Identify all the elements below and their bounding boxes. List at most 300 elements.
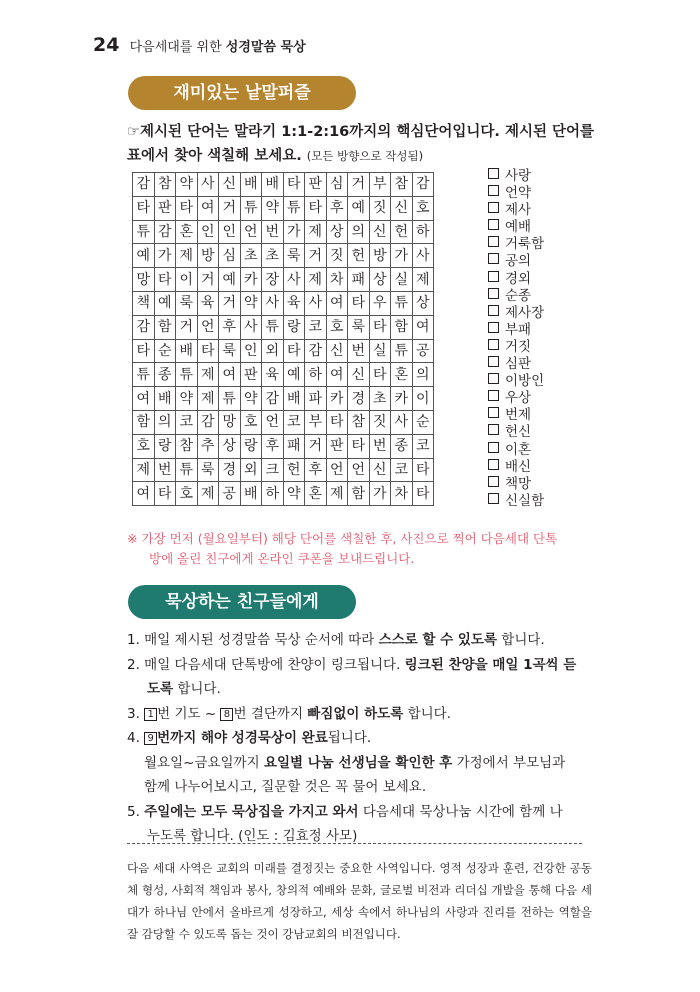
grid-cell[interactable]: 크	[262, 458, 284, 482]
grid-cell[interactable]: 이	[176, 268, 198, 292]
grid-cell[interactable]: 사	[283, 268, 305, 292]
grid-cell[interactable]: 룩	[283, 244, 305, 268]
grid-cell[interactable]: 판	[240, 363, 262, 387]
grid-cell[interactable]: 타	[348, 291, 370, 315]
checkbox-icon[interactable]	[488, 219, 499, 230]
grid-cell[interactable]: 외	[240, 458, 262, 482]
vision-statement: 다음 세대 사역은 교회의 미래를 결정짓는 중요한 사역입니다. 영적 성장과 훈련, 건강한 공동체 형성, 사회적 책임과 봉사, 창의적 예배와 문화, 글로벌 비전과 리더십 개발을 통해 다음 세대가 하나님 안에서 올바르게 성장하고, 세상 속에서 하나님의 사랑과 진리를 전하는 역할을 잘 감당할 수 있도록 돕는 것이 강남교회의 비전입니다.	[127, 861, 592, 941]
grid-cell[interactable]: 룩	[176, 291, 198, 315]
grid-cell[interactable]: 타	[412, 458, 434, 482]
grid-cell[interactable]: 랑	[154, 434, 176, 458]
grid-cell[interactable]: 호	[240, 410, 262, 434]
grid-cell[interactable]: 혼	[305, 482, 327, 506]
grid-cell[interactable]: 여	[133, 482, 155, 506]
grid-cell[interactable]: 타	[283, 173, 305, 197]
grid-cell[interactable]: 함	[348, 482, 370, 506]
step-2-cont	[127, 677, 607, 702]
checkbox-icon[interactable]	[488, 390, 499, 401]
grid-cell[interactable]: 초	[240, 244, 262, 268]
grid-cell[interactable]: 언	[197, 315, 219, 339]
word-item	[488, 271, 544, 288]
grid-cell[interactable]: 짓	[326, 244, 348, 268]
instruction-note: (모든 방향으로 작성됨)	[306, 149, 424, 163]
step-5-cont	[127, 824, 607, 849]
grid-cell[interactable]: 인	[240, 339, 262, 363]
step-text: 2. 매일 다음세대 단톡방에 찬양이 링크됩니다.	[127, 656, 405, 673]
grid-cell[interactable]: 예	[219, 268, 241, 292]
grid-cell[interactable]: 예	[154, 291, 176, 315]
word-label: 신실함	[505, 492, 545, 509]
word-item	[488, 339, 544, 356]
grid-cell[interactable]: 가	[283, 220, 305, 244]
grid-cell[interactable]: 후	[305, 458, 327, 482]
grid-cell[interactable]: 타	[176, 196, 198, 220]
grid-cell[interactable]: 감	[133, 173, 155, 197]
grid-cell[interactable]: 제	[412, 268, 434, 292]
grid-cell[interactable]: 제	[197, 363, 219, 387]
grid-cell[interactable]: 심	[326, 173, 348, 197]
word-item	[488, 356, 544, 373]
grid-cell[interactable]: 참	[154, 173, 176, 197]
grid-cell[interactable]: 언	[262, 410, 284, 434]
grid-cell[interactable]: 제	[326, 482, 348, 506]
puzzle-instructions	[127, 120, 617, 168]
step-text: 1. 매일 제시된 성경말씀 묵상 순서에 따라	[127, 632, 379, 648]
meditation-steps	[127, 628, 607, 849]
grid-cell[interactable]: 배	[240, 173, 262, 197]
grid-cell[interactable]: 외	[262, 339, 284, 363]
grid-cell[interactable]: 감	[412, 173, 434, 197]
grid-cell[interactable]: 추	[197, 434, 219, 458]
grid-cell[interactable]: 판	[154, 196, 176, 220]
word-label: 이혼	[505, 441, 532, 458]
grid-cell[interactable]: 번	[348, 339, 370, 363]
grid-cell[interactable]: 공	[219, 482, 241, 506]
grid-cell[interactable]: 튜	[240, 196, 262, 220]
grid-cell[interactable]: 여	[133, 387, 155, 411]
word-item	[488, 236, 544, 253]
boxed-number-1: 1	[144, 708, 157, 721]
grid-cell[interactable]: 가	[369, 482, 391, 506]
grid-cell[interactable]: 여	[412, 315, 434, 339]
grid-cell[interactable]: 타	[133, 196, 155, 220]
grid-row	[133, 315, 434, 339]
grid-cell[interactable]: 사	[240, 315, 262, 339]
word-item	[488, 305, 544, 322]
step-2	[127, 653, 607, 678]
checkbox-icon[interactable]	[488, 271, 499, 282]
grid-cell[interactable]: 배	[262, 173, 284, 197]
word-item	[488, 253, 544, 270]
grid-cell[interactable]: 신	[326, 339, 348, 363]
grid-cell[interactable]: 랑	[283, 315, 305, 339]
checkbox-icon[interactable]	[488, 339, 499, 350]
grid-cell[interactable]: 우	[369, 291, 391, 315]
grid-cell[interactable]: 초	[369, 387, 391, 411]
grid-cell[interactable]: 의	[154, 410, 176, 434]
grid-cell[interactable]: 인	[197, 220, 219, 244]
grid-cell[interactable]: 참	[348, 410, 370, 434]
grid-cell[interactable]: 타	[154, 268, 176, 292]
word-label: 예배	[505, 219, 532, 236]
step-text: 월요일~금요일까지	[144, 754, 264, 771]
grid-cell[interactable]: 망	[219, 410, 241, 434]
grid-cell[interactable]: 가	[391, 244, 413, 268]
grid-cell[interactable]: 호	[133, 434, 155, 458]
step-text: 누도록 합니다. (인도 : 김효정 사모)	[147, 828, 358, 844]
grid-cell[interactable]: 호	[412, 196, 434, 220]
step-text: 번 기도 ~	[157, 705, 221, 722]
grid-cell[interactable]: 상	[412, 291, 434, 315]
grid-cell[interactable]: 후	[262, 434, 284, 458]
checkbox-icon[interactable]	[488, 442, 499, 453]
step-emphasis: 스스로 할 수 있도록	[378, 632, 498, 648]
grid-row	[133, 291, 434, 315]
grid-cell[interactable]: 언	[326, 458, 348, 482]
page-number: 24	[93, 34, 120, 56]
step-4-detail	[127, 751, 607, 776]
grid-cell[interactable]: 헌	[348, 244, 370, 268]
grid-cell[interactable]: 부	[305, 410, 327, 434]
grid-cell[interactable]: 약	[240, 291, 262, 315]
grid-cell[interactable]: 하	[305, 363, 327, 387]
grid-cell[interactable]: 감	[154, 220, 176, 244]
grid-cell[interactable]: 호	[326, 315, 348, 339]
grid-cell[interactable]: 상	[219, 434, 241, 458]
grid-cell[interactable]: 튜	[391, 339, 413, 363]
grid-cell[interactable]: 여	[219, 363, 241, 387]
grid-cell[interactable]: 타	[154, 482, 176, 506]
grid-row	[133, 410, 434, 434]
word-item	[488, 185, 544, 202]
grid-cell[interactable]: 망	[133, 268, 155, 292]
word-label: 배신	[505, 458, 532, 475]
meditation-banner: 묵상하는 친구들에게	[128, 585, 356, 619]
grid-cell[interactable]: 거	[219, 291, 241, 315]
grid-cell[interactable]: 인	[219, 220, 241, 244]
step-text: 가정에서 부모님과	[452, 754, 566, 771]
grid-cell[interactable]: 약	[240, 387, 262, 411]
grid-cell[interactable]: 카	[391, 387, 413, 411]
word-label: 사랑	[505, 168, 532, 184]
grid-cell[interactable]: 배	[176, 339, 198, 363]
grid-cell[interactable]: 함	[133, 410, 155, 434]
checkbox-icon[interactable]	[488, 168, 499, 179]
grid-cell[interactable]: 제	[305, 268, 327, 292]
grid-cell[interactable]: 튜	[176, 363, 198, 387]
grid-cell[interactable]: 제	[197, 387, 219, 411]
grid-cell[interactable]: 번	[262, 220, 284, 244]
grid-cell[interactable]: 육	[197, 291, 219, 315]
grid-cell[interactable]: 타	[197, 339, 219, 363]
grid-cell[interactable]: 튜	[133, 363, 155, 387]
word-item	[488, 493, 544, 510]
grid-row	[133, 387, 434, 411]
grid-cell[interactable]: 배	[283, 387, 305, 411]
grid-cell[interactable]: 책	[133, 291, 155, 315]
step-text: 합니다.	[403, 705, 451, 722]
grid-cell[interactable]: 여	[197, 196, 219, 220]
grid-cell[interactable]: 타	[326, 410, 348, 434]
grid-cell[interactable]: 사	[197, 173, 219, 197]
grid-cell[interactable]: 룩	[197, 458, 219, 482]
checkbox-icon[interactable]	[488, 356, 499, 367]
grid-cell[interactable]: 경	[348, 387, 370, 411]
grid-cell[interactable]: 육	[262, 363, 284, 387]
grid-cell[interactable]: 하	[412, 220, 434, 244]
notice-line-2: 방에 올린 친구에게 온라인 쿠폰을 보내드립니다.	[149, 551, 415, 566]
grid-cell[interactable]: 후	[219, 315, 241, 339]
grid-cell[interactable]: 이	[412, 387, 434, 411]
grid-cell[interactable]: 초	[262, 244, 284, 268]
grid-cell[interactable]: 헌	[391, 220, 413, 244]
grid-cell[interactable]: 코	[305, 315, 327, 339]
grid-cell[interactable]: 하	[262, 482, 284, 506]
grid-cell[interactable]: 신	[391, 196, 413, 220]
grid-cell[interactable]: 함	[154, 315, 176, 339]
grid-cell[interactable]: 타	[133, 339, 155, 363]
word-label: 공의	[505, 253, 532, 270]
grid-cell[interactable]: 코	[391, 458, 413, 482]
checkbox-icon[interactable]	[488, 288, 499, 299]
grid-cell[interactable]: 감	[262, 387, 284, 411]
grid-cell[interactable]: 제	[176, 244, 198, 268]
grid-cell[interactable]: 방	[369, 244, 391, 268]
header-title: 성경말씀 묵상	[225, 40, 306, 55]
grid-cell[interactable]: 카	[326, 387, 348, 411]
step-text: 합니다.	[173, 681, 221, 697]
word-item	[488, 459, 544, 476]
step-emphasis: 주일에는 모두 묵상집을 가지고 와서	[144, 803, 359, 820]
grid-cell[interactable]: 예	[283, 363, 305, 387]
grid-cell[interactable]: 의	[412, 363, 434, 387]
grid-row	[133, 458, 434, 482]
grid-cell[interactable]: 예	[348, 196, 370, 220]
grid-cell[interactable]: 패	[283, 434, 305, 458]
grid-cell[interactable]: 상	[369, 268, 391, 292]
grid-cell[interactable]: 실	[391, 268, 413, 292]
step-text: 5.	[127, 803, 145, 820]
grid-cell[interactable]: 여	[326, 363, 348, 387]
grid-cell[interactable]: 거	[305, 434, 327, 458]
coupon-notice	[127, 529, 607, 569]
step-3	[127, 702, 607, 727]
grid-cell[interactable]: 사	[305, 291, 327, 315]
grid-cell[interactable]: 차	[326, 268, 348, 292]
grid-cell[interactable]: 예	[133, 244, 155, 268]
grid-cell[interactable]: 타	[412, 482, 434, 506]
grid-cell[interactable]: 타	[348, 434, 370, 458]
checkbox-icon[interactable]	[488, 305, 499, 316]
grid-cell[interactable]: 제	[305, 220, 327, 244]
word-label: 책망	[505, 475, 532, 492]
grid-cell[interactable]: 랑	[240, 434, 262, 458]
word-label: 우상	[505, 390, 532, 407]
grid-cell[interactable]: 타	[283, 339, 305, 363]
word-item	[488, 390, 544, 407]
word-label: 제사	[505, 202, 532, 219]
grid-cell[interactable]: 차	[391, 482, 413, 506]
grid-cell[interactable]: 카	[240, 268, 262, 292]
grid-row	[133, 173, 434, 197]
checkbox-icon[interactable]	[488, 493, 499, 504]
grid-cell[interactable]: 장	[262, 268, 284, 292]
step-text: 4.	[127, 730, 145, 746]
grid-cell[interactable]: 타	[369, 363, 391, 387]
word-item	[488, 168, 544, 185]
grid-cell[interactable]: 튜	[133, 220, 155, 244]
grid-cell[interactable]: 순	[412, 410, 434, 434]
grid-cell[interactable]: 신	[219, 173, 241, 197]
grid-cell[interactable]: 번	[154, 458, 176, 482]
grid-cell[interactable]: 함	[391, 315, 413, 339]
grid-cell[interactable]: 튜	[176, 458, 198, 482]
grid-cell[interactable]: 신	[348, 363, 370, 387]
grid-cell[interactable]: 코	[412, 434, 434, 458]
checkbox-icon[interactable]	[488, 202, 499, 213]
grid-cell[interactable]: 약	[283, 482, 305, 506]
grid-cell[interactable]: 종	[391, 434, 413, 458]
step-1	[127, 628, 607, 653]
word-checklist	[488, 168, 544, 510]
checkbox-icon[interactable]	[488, 185, 499, 196]
checkbox-icon[interactable]	[488, 407, 499, 418]
grid-cell[interactable]: 신	[369, 458, 391, 482]
word-label: 번제	[505, 407, 532, 424]
grid-cell[interactable]: 호	[176, 482, 198, 506]
grid-cell[interactable]: 거	[176, 315, 198, 339]
word-search-grid	[132, 172, 434, 506]
grid-cell[interactable]: 판	[305, 173, 327, 197]
grid-cell[interactable]: 튜	[283, 196, 305, 220]
grid-row	[133, 434, 434, 458]
grid-cell[interactable]: 튜	[262, 315, 284, 339]
grid-cell[interactable]: 상	[326, 220, 348, 244]
checkbox-icon[interactable]	[488, 322, 499, 333]
boxed-number-9: 9	[144, 732, 157, 745]
grid-cell[interactable]: 신	[369, 220, 391, 244]
grid-cell[interactable]: 감	[133, 315, 155, 339]
grid-cell[interactable]: 약	[176, 387, 198, 411]
grid-cell[interactable]: 거	[305, 244, 327, 268]
step-5	[127, 800, 607, 825]
grid-cell[interactable]: 참	[391, 173, 413, 197]
grid-cell[interactable]: 육	[283, 291, 305, 315]
grid-cell[interactable]: 거	[348, 173, 370, 197]
grid-cell[interactable]: 방	[197, 244, 219, 268]
grid-cell[interactable]: 튜	[391, 291, 413, 315]
grid-cell[interactable]: 타	[305, 196, 327, 220]
grid-cell[interactable]: 거	[219, 196, 241, 220]
word-label: 이방인	[505, 373, 545, 390]
step-4	[127, 726, 607, 751]
step-emphasis: 링크된 찬양을 매일 1곡씩 듣	[404, 656, 577, 673]
grid-cell[interactable]: 참	[176, 434, 198, 458]
grid-cell[interactable]: 부	[369, 173, 391, 197]
grid-cell[interactable]: 짓	[369, 410, 391, 434]
grid-cell[interactable]: 코	[176, 410, 198, 434]
grid-row	[133, 339, 434, 363]
grid-cell[interactable]: 여	[326, 291, 348, 315]
grid-cell[interactable]: 짓	[369, 196, 391, 220]
grid-cell[interactable]: 언	[348, 458, 370, 482]
step-emphasis: 빠짐없이 하도록	[307, 705, 404, 722]
grid-cell[interactable]: 룩	[219, 339, 241, 363]
grid-cell[interactable]: 약	[262, 196, 284, 220]
grid-cell[interactable]: 심	[219, 244, 241, 268]
grid-cell[interactable]: 사	[391, 410, 413, 434]
step-text: 함께 나누어보시고, 질문할 것은 꼭 물어 보세요.	[144, 779, 427, 795]
grid-cell[interactable]: 판	[326, 434, 348, 458]
grid-cell[interactable]: 혼	[391, 363, 413, 387]
checkbox-icon[interactable]	[488, 459, 499, 470]
word-label: 부패	[505, 321, 532, 338]
checkbox-icon[interactable]	[488, 253, 499, 264]
grid-cell[interactable]: 파	[305, 387, 327, 411]
grid-cell[interactable]: 감	[305, 339, 327, 363]
step-text: 3.	[127, 705, 145, 722]
grid-cell[interactable]: 종	[154, 363, 176, 387]
grid-cell[interactable]: 제	[133, 458, 155, 482]
step-emphasis: 도록	[147, 681, 174, 697]
checkbox-icon[interactable]	[488, 373, 499, 384]
grid-cell[interactable]: 거	[197, 268, 219, 292]
checkbox-icon[interactable]	[488, 424, 499, 435]
grid-cell[interactable]: 사	[262, 291, 284, 315]
dashed-divider	[127, 843, 582, 844]
step-text: 합니다.	[497, 632, 545, 648]
grid-cell[interactable]: 룩	[348, 315, 370, 339]
grid-cell[interactable]: 감	[197, 410, 219, 434]
grid-cell[interactable]: 공	[412, 339, 434, 363]
grid-cell[interactable]: 의	[348, 220, 370, 244]
grid-cell[interactable]: 튜	[219, 387, 241, 411]
word-label: 경외	[505, 270, 532, 287]
page-header	[93, 34, 306, 56]
grid-cell[interactable]: 헌	[283, 458, 305, 482]
grid-cell[interactable]: 사	[412, 244, 434, 268]
grid-cell[interactable]: 타	[369, 315, 391, 339]
grid-row	[133, 363, 434, 387]
grid-cell[interactable]: 후	[326, 196, 348, 220]
checkbox-icon[interactable]	[488, 236, 499, 247]
checkbox-icon[interactable]	[488, 476, 499, 487]
grid-cell[interactable]: 가	[154, 244, 176, 268]
grid-cell[interactable]: 경	[219, 458, 241, 482]
word-label: 심판	[505, 356, 532, 373]
grid-cell[interactable]: 언	[240, 220, 262, 244]
grid-cell[interactable]: 혼	[176, 220, 198, 244]
word-item	[488, 219, 544, 236]
grid-cell[interactable]: 제	[197, 482, 219, 506]
grid-cell[interactable]: 실	[369, 339, 391, 363]
grid-cell[interactable]: 패	[348, 268, 370, 292]
word-label: 순종	[505, 287, 532, 304]
word-item	[488, 373, 544, 390]
grid-cell[interactable]: 배	[154, 387, 176, 411]
grid-row	[133, 196, 434, 220]
grid-cell[interactable]: 약	[176, 173, 198, 197]
grid-cell[interactable]: 번	[369, 434, 391, 458]
step-emphasis: 번까지 해야 성경묵상이 완료	[157, 730, 328, 746]
step-text: 됩니다.	[327, 730, 372, 746]
grid-cell[interactable]: 순	[154, 339, 176, 363]
pointing-hand-icon: ☞	[127, 124, 140, 140]
grid-cell[interactable]: 배	[240, 482, 262, 506]
grid-cell[interactable]: 코	[283, 410, 305, 434]
grid-row	[133, 220, 434, 244]
grid-row	[133, 268, 434, 292]
